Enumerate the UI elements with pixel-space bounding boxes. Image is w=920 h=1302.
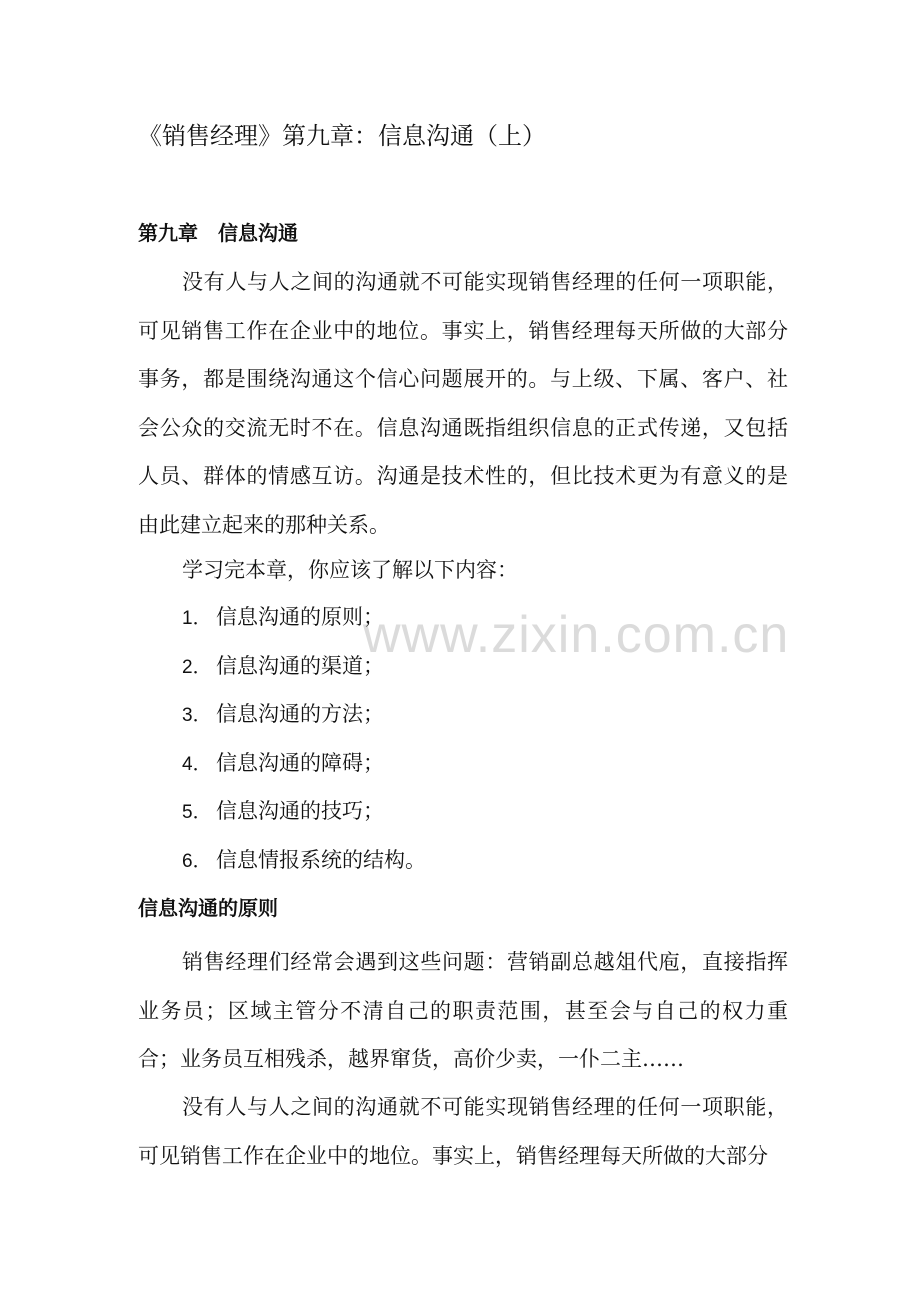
- document-title: 《销售经理》第九章：信息沟通（上）: [138, 122, 546, 150]
- list-item: [182, 646, 426, 695]
- chapter-heading: [138, 218, 298, 248]
- list-item: [182, 597, 426, 646]
- list-item-number: 6．: [182, 850, 212, 872]
- list-item-text: 信息沟通的障碍；: [216, 750, 384, 775]
- intro-paragraph: 没有人与人之间的沟通就不可能实现销售经理的任何一项职能，可见销售工作在企业中的地位。事实上，销售经理每天所做的大部分事务，都是围绕沟通这个信心问题展开的。与上级、下属、客户、社会公众的交流无时不在。信息沟通既指组织信息的正式传递，又包括人员、群体的情感互访。沟通是技术性的，但比技术更为有意义的是由此建立起来的那种关系。: [138, 270, 788, 537]
- list-item-text: 信息沟通的技巧；: [216, 799, 384, 824]
- list-item-text: 信息沟通的原则；: [216, 605, 384, 629]
- list-item-text: 信息情报系统的结构。: [216, 847, 426, 872]
- list-item-number: 4．: [182, 753, 212, 775]
- list-item: [182, 743, 426, 792]
- list-item-number: 2．: [182, 656, 212, 678]
- objectives-intro: 学习完本章，你应该了解以下内容：: [182, 558, 518, 582]
- list-item-number: 5．: [182, 802, 212, 824]
- list-item-text: 信息沟通的渠道；: [216, 653, 384, 678]
- section-paragraph-continued: 没有人与人之间的沟通就不可能实现销售经理的任何一项职能，可见销售工作在企业中的地位。事实上，销售经理每天所做的大部分: [138, 1095, 788, 1168]
- list-item: [182, 840, 426, 889]
- list-item: [182, 791, 426, 840]
- watermark: www.zixin.com.cn: [363, 606, 790, 664]
- list-item-number: 1．: [182, 608, 212, 629]
- list-item-text: 信息沟通的方法；: [216, 702, 384, 727]
- chapter-name: 信息沟通: [218, 221, 298, 245]
- list-item-number: 3．: [182, 705, 212, 727]
- objectives-list: [182, 597, 426, 889]
- section-paragraph: 销售经理们经常会遇到这些问题：营销副总越俎代庖，直接指挥业务员；区域主管分不清自己的职责范围，甚至会与自己的权力重合；业务员互相残杀，越界窜货，高价少卖，一仆二主……: [138, 950, 788, 1072]
- section-heading: 信息沟通的原则: [138, 896, 278, 920]
- list-item: [182, 694, 426, 743]
- chapter-number: 第九章: [138, 221, 198, 245]
